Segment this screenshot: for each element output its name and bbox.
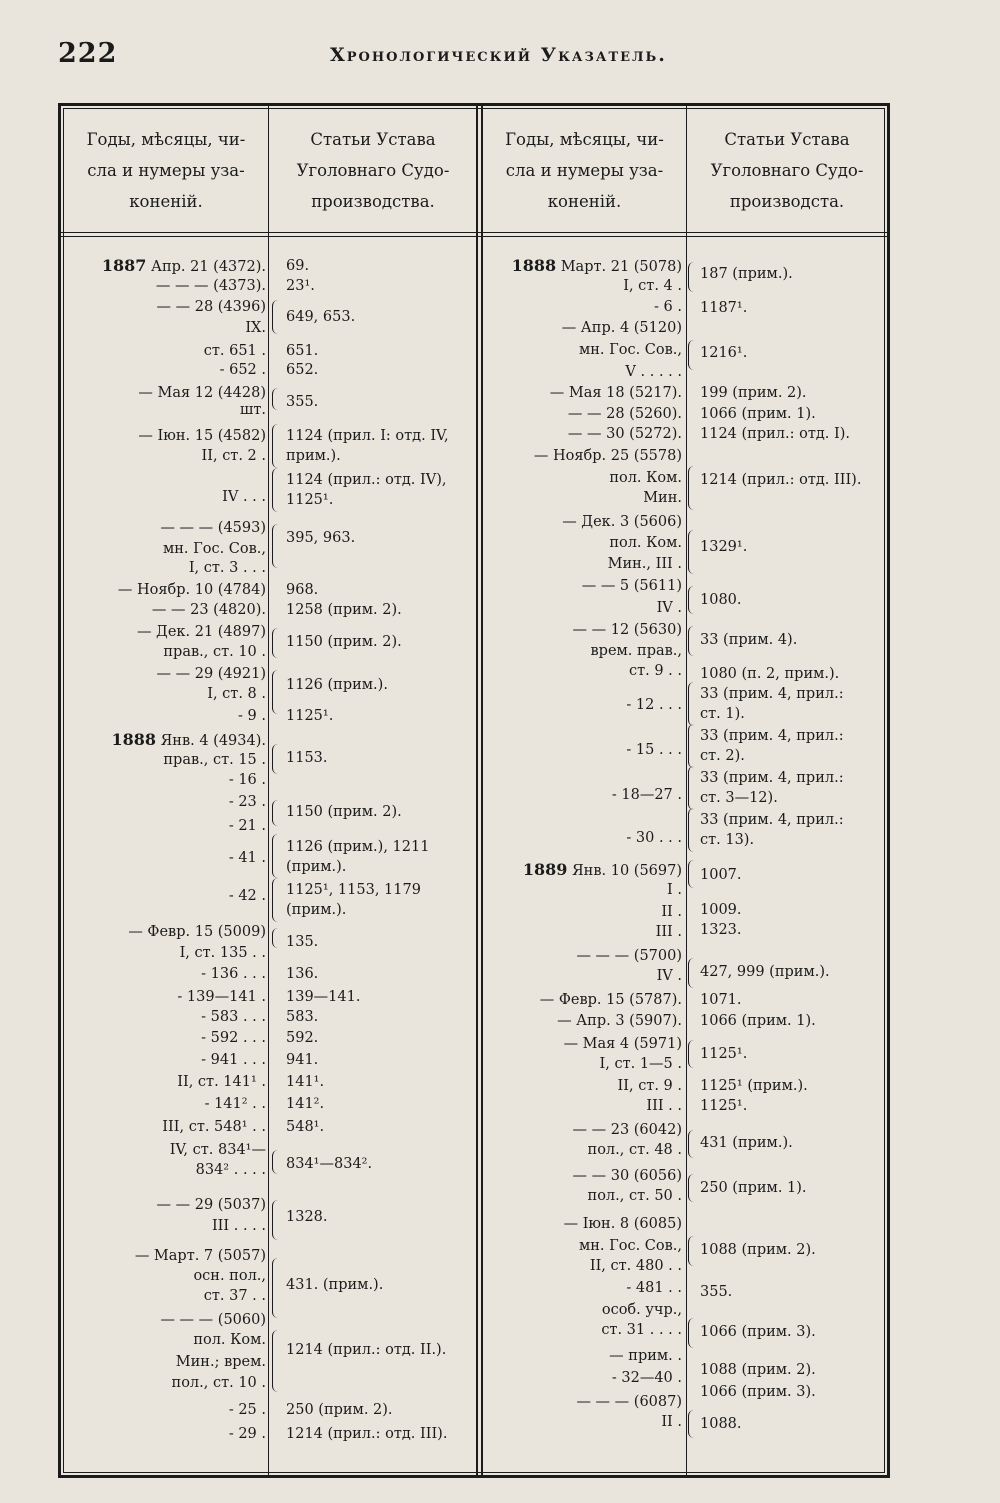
right-articles-entry: 199 (прим. 2). bbox=[700, 385, 807, 401]
right-articles-entry: 1214 (прил.: отд. III). bbox=[700, 472, 862, 488]
left-dates-entry: - 23 . bbox=[228, 794, 266, 810]
left-dates-entry: — — 23 (4820). bbox=[151, 602, 266, 618]
right-articles-entry: 1125¹. bbox=[700, 1098, 748, 1114]
right-dates-entry: — — — (5700) bbox=[576, 948, 682, 964]
right-dates-entry: пол., ст. 50 . bbox=[587, 1188, 682, 1204]
brace-mark bbox=[688, 808, 694, 852]
brace-mark bbox=[688, 586, 694, 614]
right-dates-entry: I, ст. 1—5 . bbox=[599, 1056, 682, 1072]
brace-mark bbox=[272, 744, 278, 774]
brace-mark bbox=[688, 860, 694, 888]
right-articles-entry: 1329¹. bbox=[700, 539, 748, 555]
brace-mark bbox=[688, 724, 694, 768]
year-label: 1888 bbox=[511, 256, 557, 275]
right-dates-entry: — Февр. 15 (5787). bbox=[539, 992, 682, 1008]
left-dates-entry: осн. пол., bbox=[193, 1268, 266, 1284]
left-articles-entry: 1125¹. bbox=[286, 708, 334, 724]
center-divider bbox=[476, 103, 478, 1478]
left-articles-entry: (прим.). bbox=[286, 859, 347, 875]
header-line: коненій. bbox=[129, 192, 203, 211]
column-divider bbox=[686, 103, 687, 1478]
right-dates-entry: — Мая 4 (5971) bbox=[563, 1036, 682, 1052]
brace-mark bbox=[688, 1040, 694, 1068]
right-dates-entry: мн. Гос. Сов., bbox=[578, 342, 682, 358]
brace-mark bbox=[272, 834, 278, 878]
brace-mark bbox=[272, 628, 278, 658]
left-dates-entry: — Ноябр. 10 (4784) bbox=[117, 582, 266, 598]
right-dates-entry: — Іюн. 8 (6085) bbox=[563, 1216, 682, 1232]
column-header-articles-left bbox=[270, 124, 476, 217]
right-articles-entry: 33 (прим. 4, прил.: bbox=[700, 770, 844, 786]
header-line: Статьи Устава bbox=[724, 130, 850, 149]
left-articles-entry: 141². bbox=[286, 1096, 325, 1112]
brace-mark bbox=[272, 300, 278, 334]
right-articles-entry: 1009. bbox=[700, 902, 742, 918]
right-dates-entry: — Апр. 3 (5907). bbox=[557, 1013, 682, 1029]
header-line: Уголовнаго Судо- bbox=[296, 161, 450, 180]
right-articles-entry: 1125¹. bbox=[700, 1046, 748, 1062]
left-articles-entry: 1258 (прим. 2). bbox=[286, 602, 402, 618]
left-dates-entry: — Март. 7 (5057) bbox=[134, 1248, 266, 1264]
brace-mark bbox=[688, 682, 694, 726]
column-header-dates-right bbox=[483, 124, 686, 217]
year-label: 1887 bbox=[101, 256, 147, 275]
left-dates-entry: - 139—141 . bbox=[177, 989, 266, 1005]
left-dates-entry: I, ст. 3 . . . bbox=[188, 560, 266, 576]
left-articles-entry: 1124 (прил. I: отд. IV, bbox=[286, 428, 449, 444]
right-articles-entry: 1323. bbox=[700, 922, 742, 938]
left-dates-entry: - 25 . bbox=[228, 1402, 266, 1418]
right-articles-entry: 1066 (прим. 3). bbox=[700, 1384, 816, 1400]
left-dates-entry: - 941 . . . bbox=[201, 1052, 266, 1068]
left-dates-entry: — — 28 (4396) bbox=[156, 299, 266, 315]
brace-mark bbox=[688, 340, 694, 370]
right-articles-entry: 1007. bbox=[700, 867, 742, 883]
left-dates-entry: — Дек. 21 (4897) bbox=[136, 624, 266, 640]
right-dates-entry: - 481 . . bbox=[626, 1280, 682, 1296]
right-articles-entry: 33 (прим. 4). bbox=[700, 632, 798, 648]
right-articles-entry: 1088 (прим. 2). bbox=[700, 1242, 816, 1258]
right-articles-entry: 1066 (прим. 1). bbox=[700, 406, 816, 422]
right-articles-entry: 1124 (прил.: отд. I). bbox=[700, 426, 850, 442]
left-dates-entry: - 16 . bbox=[228, 772, 266, 788]
right-dates-entry: - 12 . . . bbox=[626, 697, 682, 713]
brace-mark bbox=[688, 466, 694, 510]
left-articles-entry: 1214 (прил.: отд. III). bbox=[286, 1426, 448, 1442]
left-articles-entry: 1126 (прим.), 1211 bbox=[286, 839, 430, 855]
right-dates-entry: — Апр. 4 (5120) bbox=[561, 320, 682, 336]
left-dates-entry: III, ст. 548¹ . . bbox=[162, 1119, 266, 1135]
left-dates-entry: пол., ст. 10 . bbox=[171, 1375, 266, 1391]
left-articles-entry: 592. bbox=[286, 1030, 319, 1046]
right-dates-entry: особ. учр., bbox=[601, 1302, 682, 1318]
brace-mark bbox=[688, 1410, 694, 1438]
right-dates-entry: врем. прав., bbox=[590, 643, 682, 659]
left-dates-entry: мн. Гос. Сов., bbox=[162, 541, 266, 557]
left-dates-entry: - 141² . . bbox=[204, 1096, 266, 1112]
right-dates-entry: 1889 Янв. 10 (5697) bbox=[522, 860, 682, 879]
left-dates-entry: IV . . . bbox=[222, 489, 266, 505]
right-dates-entry: — — 30 (6056) bbox=[572, 1168, 682, 1184]
right-dates-entry: — прим. . bbox=[609, 1348, 682, 1364]
left-articles-entry: 1153. bbox=[286, 750, 328, 766]
header-line: сла и нумеры уза- bbox=[505, 161, 664, 180]
left-articles-entry: 135. bbox=[286, 934, 319, 950]
left-articles-entry: 136. bbox=[286, 966, 319, 982]
brace-mark bbox=[272, 388, 278, 410]
right-articles-entry: ст. 13). bbox=[700, 832, 755, 848]
brace-mark bbox=[688, 626, 694, 656]
left-dates-entry: — — 29 (4921) bbox=[156, 666, 266, 682]
brace-mark bbox=[688, 1174, 694, 1202]
left-articles-entry: 652. bbox=[286, 362, 319, 378]
right-dates-entry: ст. 9 . . bbox=[628, 663, 682, 679]
right-articles-entry: ст. 3—12). bbox=[700, 790, 778, 806]
header-rule bbox=[58, 232, 890, 233]
page-number: 222 bbox=[58, 38, 118, 69]
right-dates-entry: 1888 Март. 21 (5078) bbox=[511, 256, 682, 275]
header-line: Статьи Устава bbox=[310, 130, 436, 149]
year-label: 1889 bbox=[522, 860, 568, 879]
right-articles-entry: 1187¹. bbox=[700, 300, 748, 316]
right-articles-entry: 1066 (прим. 3). bbox=[700, 1324, 816, 1340]
left-articles-entry: 1214 (прил.: отд. II.). bbox=[286, 1342, 447, 1358]
right-dates-entry: пол. Ком. bbox=[609, 535, 682, 551]
right-dates-entry: IV . bbox=[656, 968, 682, 984]
right-dates-entry: пол., ст. 48 . bbox=[587, 1142, 682, 1158]
right-dates-entry: Мин., III . bbox=[607, 556, 682, 572]
left-articles-entry: 1126 (прим.). bbox=[286, 677, 388, 693]
right-dates-entry: пол. Ком. bbox=[609, 470, 682, 486]
left-dates-entry: прав., ст. 10 . bbox=[163, 644, 266, 660]
center-divider bbox=[481, 103, 483, 1478]
right-articles-entry: 187 (прим.). bbox=[700, 266, 793, 282]
left-dates-entry: — — — (5060) bbox=[160, 1312, 266, 1328]
page-header bbox=[0, 38, 1000, 78]
left-dates-entry: I, ст. 135 . . bbox=[179, 945, 266, 961]
brace-mark bbox=[272, 1200, 278, 1240]
brace-mark bbox=[688, 1318, 694, 1348]
header-line: коненій. bbox=[547, 192, 622, 211]
brace-mark bbox=[688, 262, 694, 292]
brace-mark bbox=[272, 1330, 278, 1392]
left-dates-entry: — — — (4373). bbox=[155, 278, 266, 294]
right-dates-entry: IV . bbox=[656, 600, 682, 616]
right-articles-entry: 33 (прим. 4, прил.: bbox=[700, 686, 844, 702]
right-dates-entry: — Дек. 3 (5606) bbox=[562, 514, 682, 530]
right-articles-entry: 1216¹. bbox=[700, 345, 748, 361]
left-dates-entry: 834² . . . . bbox=[195, 1162, 266, 1178]
right-articles-entry: 355. bbox=[700, 1284, 733, 1300]
left-articles-entry: 548¹. bbox=[286, 1119, 325, 1135]
left-articles-entry: 355. bbox=[286, 394, 319, 410]
brace-mark bbox=[272, 468, 278, 512]
brace-mark bbox=[688, 530, 694, 574]
right-dates-entry: - 15 . . . bbox=[626, 742, 682, 758]
left-articles-entry: (прим.). bbox=[286, 902, 347, 918]
header-line: Годы, мѣсяцы, чи- bbox=[505, 130, 664, 149]
header-line: производста. bbox=[729, 192, 845, 211]
brace-mark bbox=[272, 1150, 278, 1174]
right-dates-entry: — — 23 (6042) bbox=[572, 1122, 682, 1138]
left-articles-entry: 649, 653. bbox=[286, 309, 356, 325]
left-articles-entry: 1124 (прил.: отд. IV), bbox=[286, 472, 447, 488]
left-dates-entry: 1888 Янв. 4 (4934). bbox=[111, 730, 266, 749]
brace-mark bbox=[688, 1236, 694, 1266]
header-line: Годы, мѣсяцы, чи- bbox=[86, 130, 246, 149]
right-dates-entry: - 30 . . . bbox=[626, 830, 682, 846]
right-dates-entry: — — — (6087) bbox=[576, 1394, 682, 1410]
left-dates-entry: - 136 . . . bbox=[201, 966, 266, 982]
left-articles-entry: 1150 (прим. 2). bbox=[286, 804, 402, 820]
right-articles-entry: 1080 (п. 2, прим.). bbox=[700, 666, 840, 682]
left-articles-entry: 395, 963. bbox=[286, 530, 356, 546]
left-dates-entry: пол. Ком. bbox=[193, 1332, 266, 1348]
right-articles-entry: 33 (прим. 4, прил.: bbox=[700, 728, 844, 744]
right-articles-entry: 1071. bbox=[700, 992, 742, 1008]
running-title: Хронологический Указатель. bbox=[330, 44, 667, 66]
right-dates-entry: — Мая 18 (5217). bbox=[549, 385, 682, 401]
header-line: производства. bbox=[311, 192, 435, 211]
column-divider bbox=[268, 103, 269, 1478]
header-line: сла и нумеры уза- bbox=[87, 161, 245, 180]
left-dates-entry: II, ст. 2 . bbox=[201, 448, 266, 464]
left-dates-entry: — Февр. 15 (5009) bbox=[128, 924, 266, 940]
brace-mark bbox=[688, 958, 694, 988]
right-dates-entry: — Ноябр. 25 (5578) bbox=[533, 448, 682, 464]
right-dates-entry: — — 28 (5260). bbox=[567, 406, 682, 422]
right-dates-entry: II, ст. 9 . bbox=[617, 1078, 682, 1094]
right-articles-entry: 1066 (прим. 1). bbox=[700, 1013, 816, 1029]
left-dates-entry: II, ст. 141¹ . bbox=[177, 1074, 266, 1090]
right-dates-entry: II . bbox=[661, 1414, 682, 1430]
column-header-dates-left bbox=[66, 124, 266, 217]
right-articles-entry: 1088 (прим. 2). bbox=[700, 1362, 816, 1378]
right-dates-entry: — — 5 (5611) bbox=[581, 578, 682, 594]
left-articles-entry: 968. bbox=[286, 582, 319, 598]
left-dates-entry: - 29 . bbox=[228, 1426, 266, 1442]
right-articles-entry: ст. 1). bbox=[700, 706, 745, 722]
left-dates-entry: III . . . . bbox=[211, 1218, 266, 1234]
left-dates-entry: — — 29 (5037) bbox=[156, 1197, 266, 1213]
right-dates-entry: ст. 31 . . . . bbox=[601, 1322, 682, 1338]
right-articles-entry: 431 (прим.). bbox=[700, 1135, 793, 1151]
left-dates-entry: ст. 651 . bbox=[203, 343, 266, 359]
right-dates-entry: III . . bbox=[646, 1098, 682, 1114]
left-dates-entry: - 592 . . . bbox=[201, 1030, 266, 1046]
left-dates-entry: - 9 . bbox=[238, 708, 266, 724]
right-articles-entry: ст. 2). bbox=[700, 748, 745, 764]
right-dates-entry: II, ст. 480 . . bbox=[589, 1258, 682, 1274]
header-line: Уголовнаго Судо- bbox=[710, 161, 864, 180]
left-dates-entry: IV, ст. 834¹— bbox=[169, 1142, 266, 1158]
left-articles-entry: 1150 (прим. 2). bbox=[286, 634, 402, 650]
left-dates-entry: IX. bbox=[245, 320, 266, 336]
brace-mark bbox=[688, 766, 694, 810]
brace-mark bbox=[272, 878, 278, 922]
left-articles-entry: 834¹—834². bbox=[286, 1156, 373, 1172]
left-articles-entry: 23¹. bbox=[286, 278, 315, 294]
left-articles-entry: 651. bbox=[286, 343, 319, 359]
left-dates-entry: - 42 . bbox=[228, 888, 266, 904]
right-articles-entry: 250 (прим. 1). bbox=[700, 1180, 807, 1196]
left-dates-entry: шт. bbox=[239, 402, 266, 418]
right-dates-entry: I . bbox=[667, 882, 682, 898]
left-dates-entry: - 652 . bbox=[219, 362, 266, 378]
left-dates-entry: — — — (4593) bbox=[160, 520, 266, 536]
right-articles-entry: 33 (прим. 4, прил.: bbox=[700, 812, 844, 828]
left-articles-entry: 431. (прим.). bbox=[286, 1277, 384, 1293]
right-dates-entry: — — 30 (5272). bbox=[567, 426, 682, 442]
left-articles-entry: 1125¹. bbox=[286, 492, 334, 508]
left-dates-entry: - 41 . bbox=[228, 850, 266, 866]
brace-mark bbox=[272, 424, 278, 468]
brace-mark bbox=[272, 1258, 278, 1318]
right-dates-entry: — — 12 (5630) bbox=[572, 622, 682, 638]
right-articles-entry: 1125¹ (прим.). bbox=[700, 1078, 808, 1094]
right-dates-entry: - 32—40 . bbox=[611, 1370, 682, 1386]
brace-mark bbox=[272, 670, 278, 714]
left-dates-entry: — Мая 12 (4428) bbox=[138, 385, 266, 401]
brace-mark bbox=[272, 928, 278, 948]
left-dates-entry: - 583 . . . bbox=[201, 1009, 266, 1025]
left-dates-entry: ст. 37 . . bbox=[203, 1288, 266, 1304]
right-articles-entry: 1080. bbox=[700, 592, 742, 608]
right-articles-entry: 1088. bbox=[700, 1416, 742, 1432]
brace-mark bbox=[272, 800, 278, 826]
right-dates-entry: I, ст. 4 . bbox=[623, 278, 682, 294]
year-label: 1888 bbox=[111, 730, 156, 749]
left-articles-entry: 583. bbox=[286, 1009, 319, 1025]
left-articles-entry: 1328. bbox=[286, 1209, 328, 1225]
left-articles-entry: 141¹. bbox=[286, 1074, 325, 1090]
right-dates-entry: Мин. bbox=[643, 490, 682, 506]
brace-mark bbox=[688, 1130, 694, 1158]
column-header-articles-right bbox=[688, 124, 886, 217]
left-articles-entry: 250 (прим. 2). bbox=[286, 1402, 393, 1418]
left-dates-entry: 1887 Апр. 21 (4372). bbox=[101, 256, 266, 275]
left-dates-entry: Мин.; врем. bbox=[175, 1354, 266, 1370]
left-articles-entry: 941. bbox=[286, 1052, 319, 1068]
right-dates-entry: II . bbox=[661, 904, 682, 920]
left-dates-entry: I, ст. 8 . bbox=[207, 686, 266, 702]
right-dates-entry: - 6 . bbox=[654, 299, 682, 315]
right-dates-entry: - 18—27 . bbox=[611, 787, 682, 803]
left-articles-entry: 1125¹, 1153, 1179 bbox=[286, 882, 421, 898]
left-articles-entry: 69. bbox=[286, 258, 310, 274]
right-dates-entry: V . . . . . bbox=[625, 364, 682, 380]
left-articles-entry: прим.). bbox=[286, 448, 341, 464]
left-articles-entry: 139—141. bbox=[286, 989, 361, 1005]
header-rule bbox=[58, 236, 890, 237]
right-dates-entry: мн. Гос. Сов., bbox=[578, 1238, 682, 1254]
left-dates-entry: — Іюн. 15 (4582) bbox=[138, 428, 266, 444]
left-dates-entry: прав., ст. 15 . bbox=[163, 752, 266, 768]
right-articles-entry: 427, 999 (прим.). bbox=[700, 964, 830, 980]
brace-mark bbox=[272, 524, 278, 568]
right-dates-entry: III . bbox=[655, 924, 682, 940]
left-dates-entry: - 21 . bbox=[228, 818, 266, 834]
